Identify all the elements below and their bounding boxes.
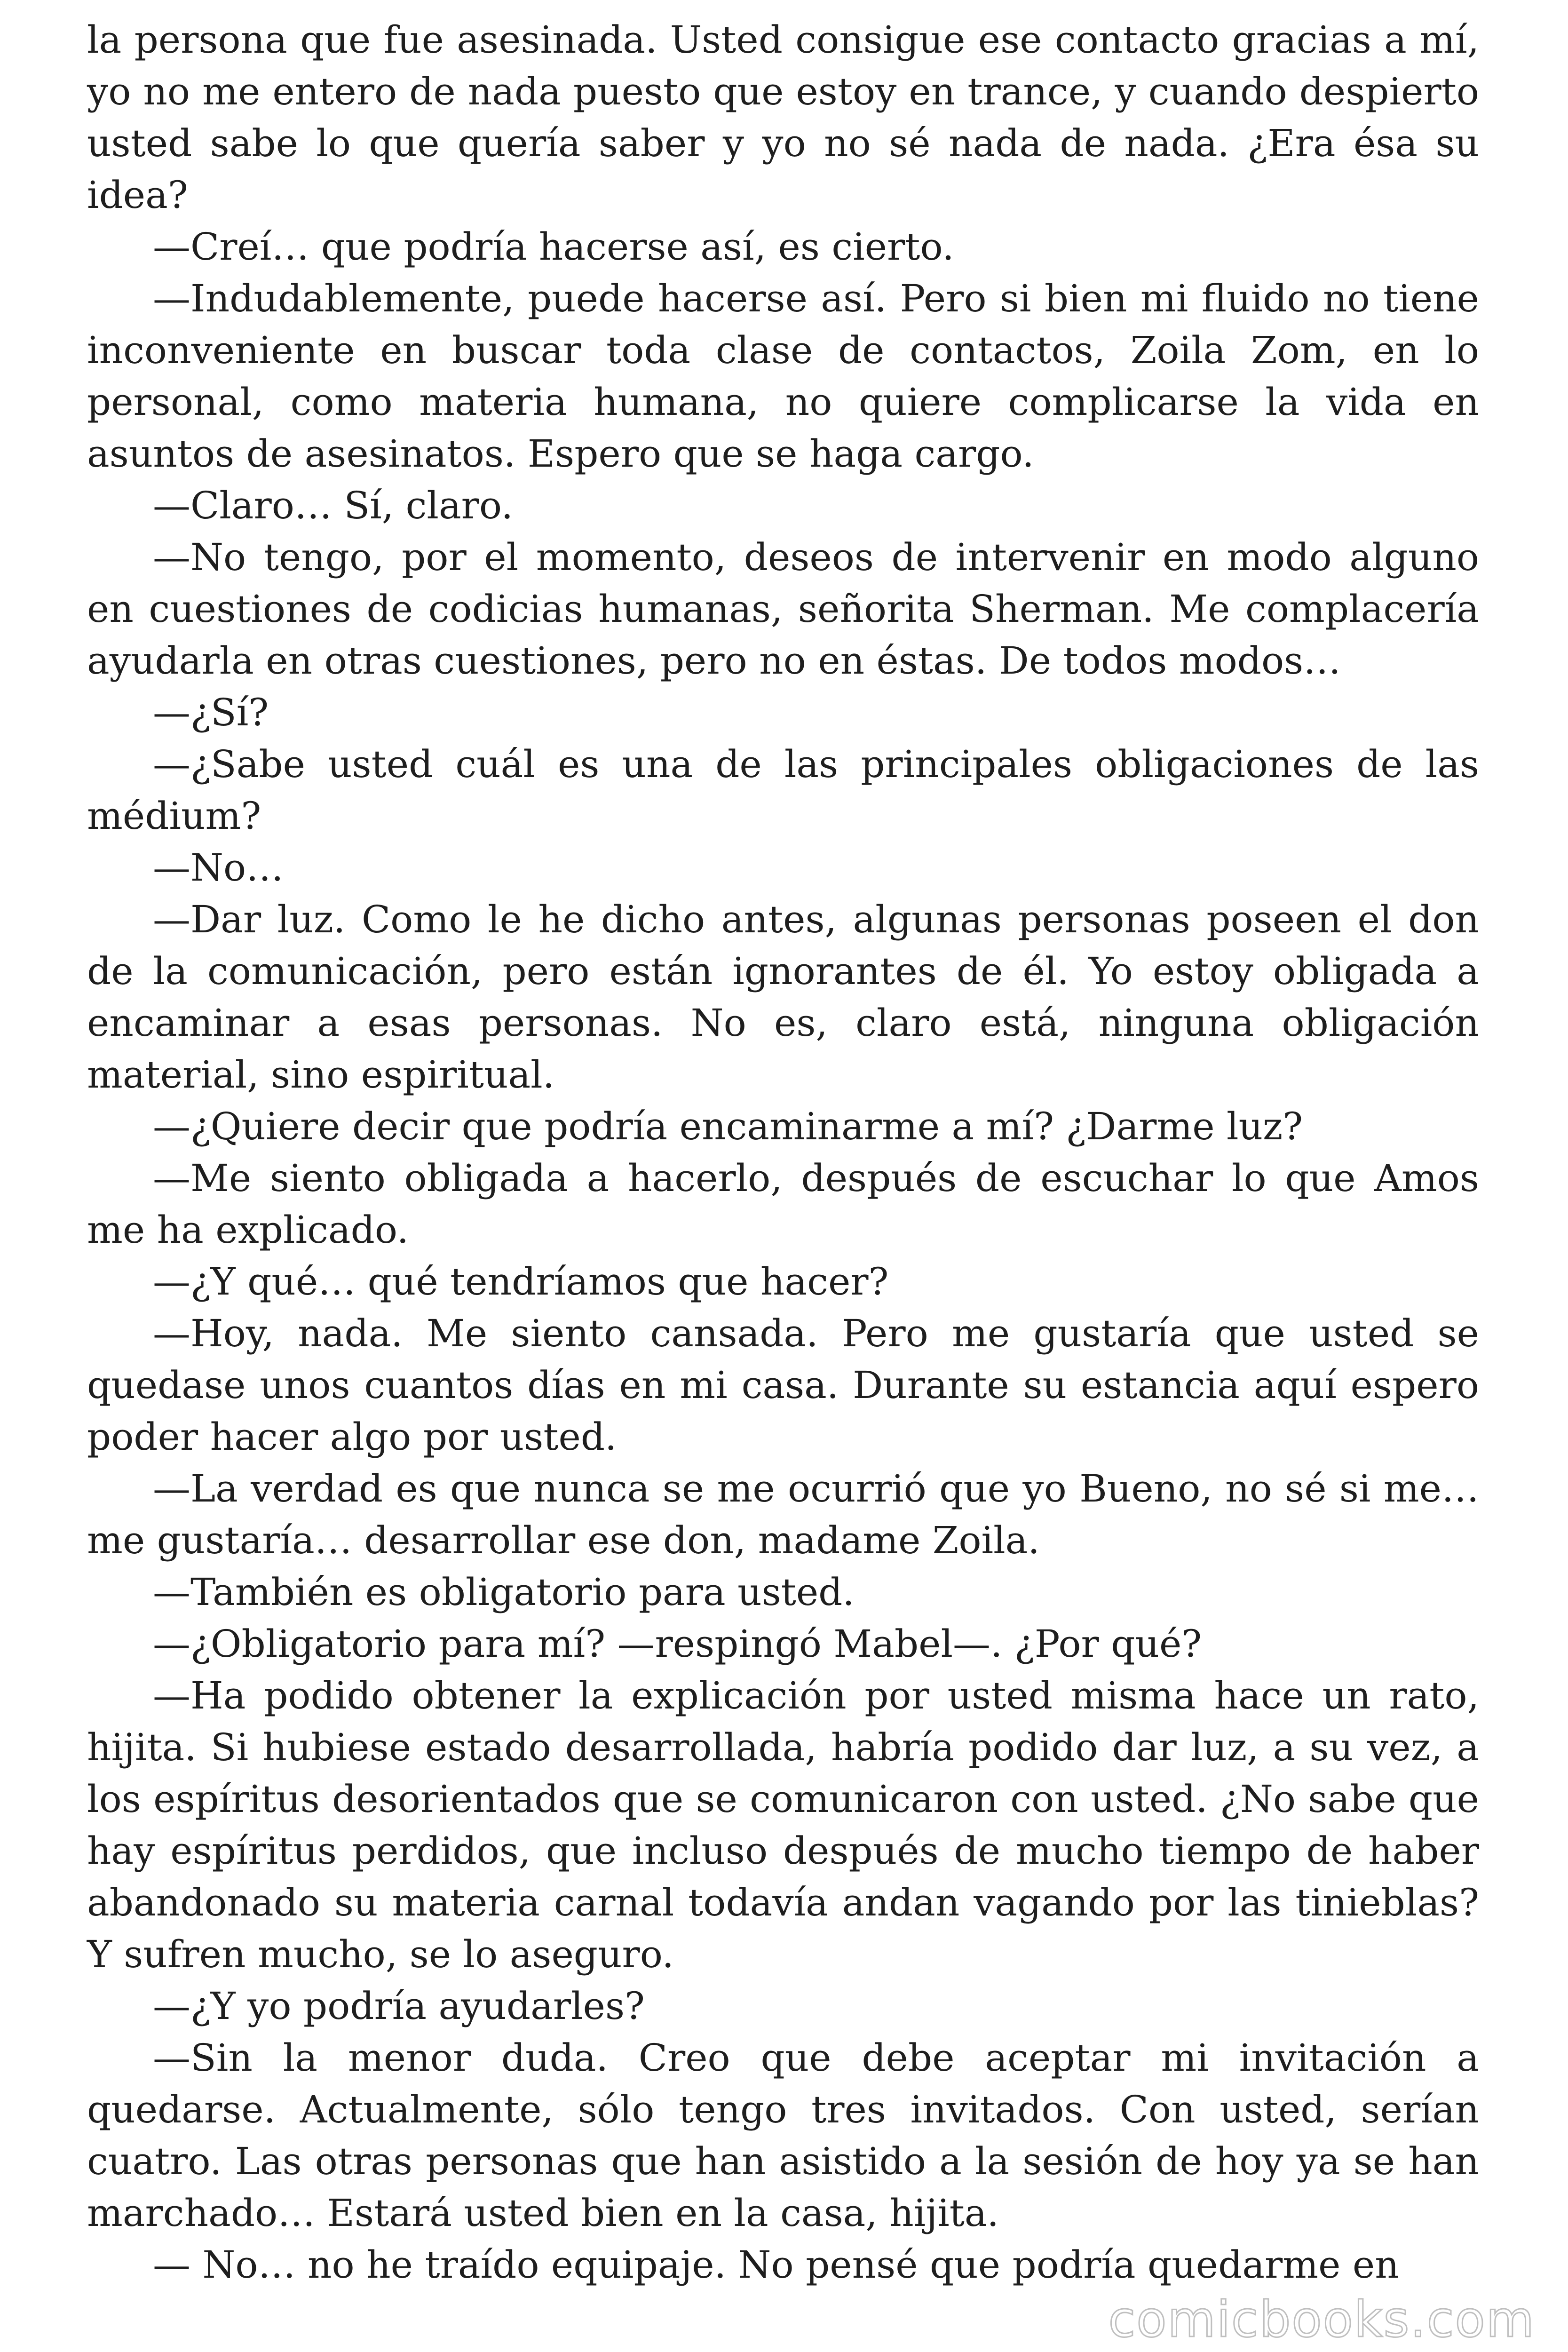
paragraph-16: —¿Obligatorio para mí? —respingó Mabel—. ¿Por qué? <box>153 1622 1202 1666</box>
paragraph-12: —¿Y qué… qué tendríamos que hacer? <box>153 1260 889 1303</box>
paragraph-17: —Ha podido obtener la explicación por usted misma hace un rato, hijita. Si hubiese estado desarrollada, habría podido dar luz, a su vez, a los espíritus desorientados que se comunicaron con usted. ¿No sabe que hay espíritus perdidos, que incluso después de mucho tiempo de haber abandonado su materia carnal todavía andan vagando por las tinieblas? Y sufren mucho, se lo aseguro. <box>87 1674 1479 1976</box>
paragraph-19: —Sin la menor duda. Creo que debe aceptar mi invitación a quedarse. Actualmente, sólo tengo tres invitados. Con usted, serían cuatro. Las otras personas que han asistido a la sesión de hoy ya se han marchado… Estará usted bien en la casa, hijita. <box>87 2036 1479 2235</box>
paragraph-13: —Hoy, nada. Me siento cansada. Pero me gustaría que usted se quedase unos cuantos días en mi casa. Durante su estancia aquí espero poder hacer algo por usted. <box>87 1311 1479 1459</box>
paragraph-1: la persona que fue asesinada. Usted consigue ese contacto gracias a mí, yo no me entero de nada puesto que estoy en trance, y cuando despierto usted sabe lo que quería saber y yo no sé nada de nada. ¿Era ésa su idea? <box>87 18 1479 217</box>
paragraph-3: —Indudablemente, puede hacerse así. Pero si bien mi fluido no tiene inconveniente en buscar toda clase de contactos, Zoila Zom, en lo personal, como materia humana, no quiere complicarse la vida en asuntos de asesinatos. Espero que se haga cargo. <box>87 277 1479 476</box>
paragraph-10: —¿Quiere decir que podría encaminarme a mí? ¿Darme luz? <box>153 1104 1303 1148</box>
paragraph-11: —Me siento obligada a hacerlo, después de escuchar lo que Amos me ha explicado. <box>87 1156 1479 1252</box>
paragraph-8: —No… <box>153 846 284 890</box>
paragraph-4: —Claro… Sí, claro. <box>153 484 514 527</box>
watermark: comicbooks.com <box>1108 2291 1535 2348</box>
page-text <box>87 14 1479 2291</box>
paragraph-5: —No tengo, por el momento, deseos de intervenir en modo alguno en cuestiones de codicias humanas, señorita Sherman. Me complacería ayudarla en otras cuestiones, pero no en éstas. De todos modos… <box>87 535 1479 683</box>
paragraph-14: —La verdad es que nunca se me ocurrió que yo Bueno, no sé si me… me gustaría… desarrollar ese don, madame Zoila. <box>87 1467 1479 1562</box>
paragraph-20: — No… no he traído equipaje. No pensé que podría quedarme en <box>153 2243 1399 2287</box>
paragraph-18: —¿Y yo podría ayudarles? <box>153 1984 645 2028</box>
paragraph-9: —Dar luz. Como le he dicho antes, algunas personas poseen el don de la comunicación, pero están ignorantes de él. Yo estoy obligada a encaminar a esas personas. No es, claro está, ninguna obligación material, sino espiritual. <box>87 898 1479 1097</box>
paragraph-15: —También es obligatorio para usted. <box>153 1570 855 1614</box>
paragraph-6: —¿Sí? <box>153 691 269 734</box>
paragraph-7: —¿Sabe usted cuál es una de las principales obligaciones de las médium? <box>87 742 1479 838</box>
paragraph-2: —Creí… que podría hacerse así, es cierto. <box>153 225 954 269</box>
